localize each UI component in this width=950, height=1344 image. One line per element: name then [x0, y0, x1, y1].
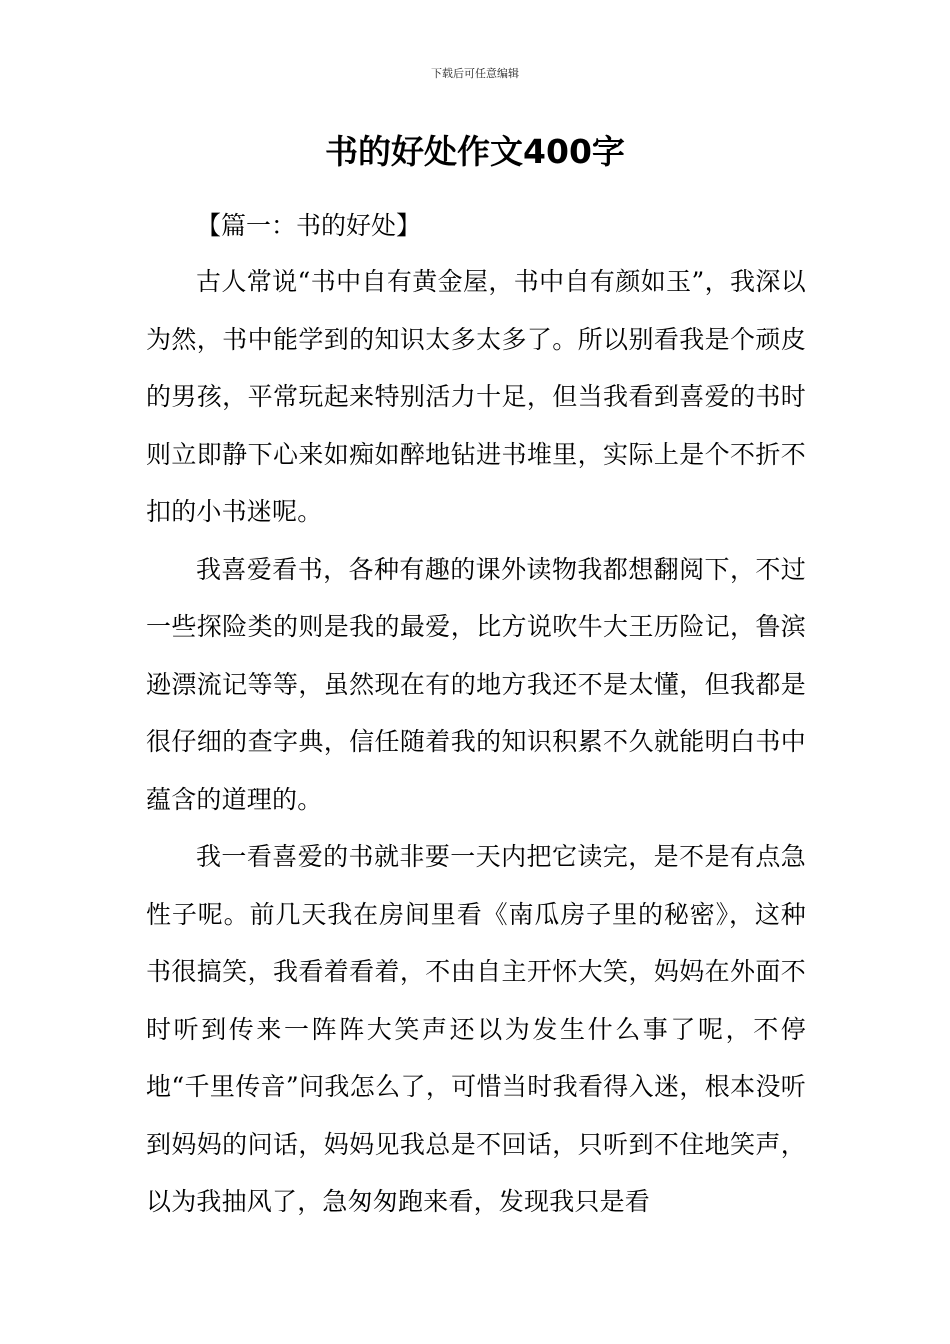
header-note: 下载后可任意编辑 [431, 67, 519, 80]
paragraph-1: 古人常说“书中自有黄金屋，书中自有颜如玉”，我深以为然，书中能学到的知识太多太多了。所以别看我是个顽皮的男孩，平常玩起来特别活力十足，但当我看到喜爱的书时则立即静下心来如痴如醉地钻进书堆里，实际上是个不折不扣的小书迷呢。 [146, 267, 806, 526]
paragraph-3: 我一看喜爱的书就非要一天内把它读完，是不是有点急性子呢。前几天我在房间里看《南瓜房子里的秘密》，这种书很搞笑，我看着看着，不由自主开怀大笑，妈妈在外面不时听到传来一阵阵大笑声还以为发生什么事了呢，不停地“千里传音”问我怎么了，可惜当时我看得入迷，根本没听到妈妈的问话，妈妈见我总是不回话，只听到不住地笑声，以为我抽风了，急匆匆跑来看，发现我只是看 [146, 842, 806, 1216]
paragraph-2: 我喜爱看书，各种有趣的课外读物我都想翻阅下，不过一些探险类的则是我的最爱，比方说吹牛大王历险记，鲁滨逊漂流记等等，虽然现在有的地方我还不是太懂，但我都是很仔细的查字典，信任随着我的知识积累不久就能明白书中蕴含的道理的。 [146, 554, 806, 814]
page-title: 书的好处作文400字 [325, 132, 625, 171]
section-heading: 【篇一：书的好处】 [196, 211, 422, 240]
article-body [146, 198, 806, 1231]
